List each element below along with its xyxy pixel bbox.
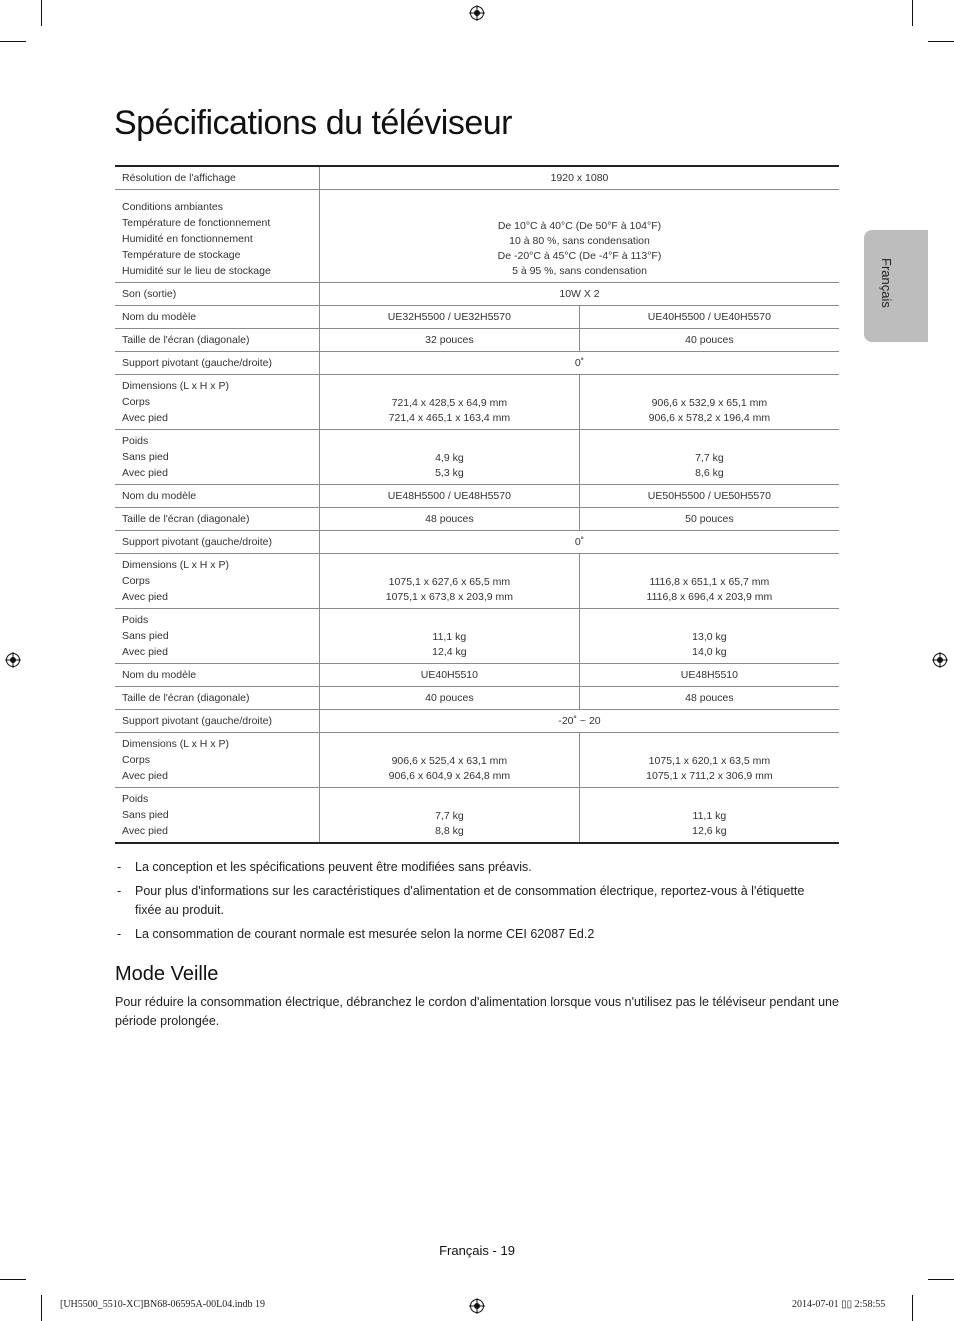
row-value: UE32H5500 / UE32H5570 xyxy=(320,306,580,329)
section-paragraph: Pour réduire la consommation électrique, débranchez le cordon d'alimentation lorsque vous n'utilisez pas le téléviseur pendant une période prolongée. xyxy=(115,995,839,1028)
row-value: 0˚ xyxy=(320,352,840,375)
row-value xyxy=(579,554,839,609)
row-label: Taille de l'écran (diagonale) xyxy=(115,508,320,531)
row-value xyxy=(579,430,839,485)
spec-table xyxy=(115,165,839,844)
row-value xyxy=(320,375,580,430)
crop-mark xyxy=(0,41,26,42)
table-row xyxy=(115,352,839,375)
table-row xyxy=(115,710,839,733)
table-row xyxy=(115,375,839,430)
crop-mark xyxy=(912,0,913,26)
value-line: 1116,8 x 696,4 x 203,9 mm xyxy=(646,591,773,603)
page-footer: Français - 19 xyxy=(439,1243,515,1258)
row-value: 48 pouces xyxy=(320,508,580,531)
row-label: Taille de l'écran (diagonale) xyxy=(115,687,320,710)
row-label: Support pivotant (gauche/droite) xyxy=(115,531,320,554)
table-row xyxy=(115,788,839,844)
label-line: Dimensions (L x H x P) xyxy=(122,738,229,750)
value-line: 721,4 x 465,1 x 163,4 mm xyxy=(388,412,511,424)
row-value: -20˚ ~ 20 xyxy=(320,710,840,733)
label-line: Dimensions (L x H x P) xyxy=(122,559,229,571)
registration-mark-icon xyxy=(469,5,485,21)
row-label: Nom du modèle xyxy=(115,485,320,508)
value-line: 7,7 kg xyxy=(435,810,464,822)
label-line: Avec pied xyxy=(122,825,168,837)
value-line: 13,0 kg xyxy=(692,631,727,643)
crop-mark xyxy=(912,1295,913,1321)
row-label: Nom du modèle xyxy=(115,664,320,687)
side-tab-label: Français xyxy=(879,258,894,308)
value-line: 5,3 kg xyxy=(435,467,464,479)
value-line: 4,9 kg xyxy=(435,452,464,464)
label-line: Poids xyxy=(122,614,149,626)
table-row xyxy=(115,554,839,609)
registration-mark-icon xyxy=(469,1298,485,1314)
value-line: 1075,1 x 711,2 x 306,9 mm xyxy=(646,770,773,782)
row-value xyxy=(320,733,580,788)
row-label: Nom du modèle xyxy=(115,306,320,329)
label-line: Sans pied xyxy=(122,630,169,642)
value-line: De 10°C à 40°C (De 50°F à 104°F) xyxy=(497,220,662,232)
row-value: UE40H5500 / UE40H5570 xyxy=(579,306,839,329)
row-label xyxy=(115,375,320,430)
row-value: UE48H5510 xyxy=(579,664,839,687)
table-row xyxy=(115,664,839,687)
value-line: 12,4 kg xyxy=(432,646,467,658)
value-line: 12,6 kg xyxy=(692,825,727,837)
value-line: 906,6 x 578,2 x 196,4 mm xyxy=(648,412,771,424)
value-line: 1116,8 x 651,1 x 65,7 mm xyxy=(649,576,770,588)
row-value xyxy=(320,430,580,485)
label-line: Corps xyxy=(122,575,151,587)
list-item xyxy=(115,882,805,920)
crop-mark xyxy=(928,41,954,42)
registration-mark-icon xyxy=(932,652,948,668)
value-line: De -20°C à 45°C (De -4°F à 113°F) xyxy=(497,250,662,262)
row-label xyxy=(115,609,320,664)
row-value: 10W X 2 xyxy=(320,283,840,306)
row-value: UE50H5500 / UE50H5570 xyxy=(579,485,839,508)
table-row xyxy=(115,508,839,531)
crop-mark xyxy=(41,0,42,26)
bullet-dash: - xyxy=(117,927,122,941)
row-label xyxy=(115,788,320,844)
label-line: Avec pied xyxy=(122,591,168,603)
bullet-dash: - xyxy=(117,884,122,898)
label-line: Température de stockage xyxy=(122,249,241,261)
label-line: Avec pied xyxy=(122,770,168,782)
row-value xyxy=(579,609,839,664)
label-line: Poids xyxy=(122,793,149,805)
notes-list xyxy=(115,858,805,949)
value-line: 1075,1 x 620,1 x 63,5 mm xyxy=(648,755,771,767)
value-line: 1075,1 x 627,6 x 65,5 mm xyxy=(388,576,511,588)
table-row xyxy=(115,485,839,508)
value-line: 8,6 kg xyxy=(695,467,724,479)
bullet-dash: - xyxy=(117,860,122,874)
row-value xyxy=(579,733,839,788)
label-line: Humidité en fonctionnement xyxy=(122,233,253,245)
row-value xyxy=(579,788,839,844)
row-value: 48 pouces xyxy=(579,687,839,710)
note-text: La consommation de courant normale est mesurée selon la norme CEI 62087 Ed.2 xyxy=(135,927,595,941)
row-value: UE40H5510 xyxy=(320,664,580,687)
label-line: Avec pied xyxy=(122,646,168,658)
value-line: 1075,1 x 673,8 x 203,9 mm xyxy=(385,591,513,603)
label-line: Corps xyxy=(122,396,151,408)
table-row xyxy=(115,733,839,788)
registration-mark-icon xyxy=(5,652,21,668)
note-text: La conception et les spécifications peuvent être modifiées sans préavis. xyxy=(135,860,532,874)
row-value xyxy=(320,609,580,664)
print-slug-file: [UH5500_5510-XC]BN68-06595A-00L04.indb 19 xyxy=(60,1299,265,1310)
label-line: Avec pied xyxy=(122,467,168,479)
label-line: Dimensions (L x H x P) xyxy=(122,380,229,392)
value-line: 7,7 kg xyxy=(695,452,724,464)
row-label xyxy=(115,430,320,485)
table-row xyxy=(115,430,839,485)
label-line: Avec pied xyxy=(122,412,168,424)
label-line: Sans pied xyxy=(122,451,169,463)
table-row xyxy=(115,609,839,664)
value-line: 10 à 80 %, sans condensation xyxy=(509,235,650,247)
value-line: 906,6 x 532,9 x 65,1 mm xyxy=(651,397,768,409)
row-label: Taille de l'écran (diagonale) xyxy=(115,329,320,352)
row-label xyxy=(115,733,320,788)
table-row xyxy=(115,190,839,283)
table-row xyxy=(115,687,839,710)
value-line: 721,4 x 428,5 x 64,9 mm xyxy=(391,397,508,409)
list-item xyxy=(115,858,805,877)
row-value: 40 pouces xyxy=(320,687,580,710)
row-value: 32 pouces xyxy=(320,329,580,352)
row-value xyxy=(320,788,580,844)
list-item xyxy=(115,925,805,944)
row-value xyxy=(320,190,840,283)
value-line: 5 à 95 %, sans condensation xyxy=(512,265,647,277)
row-label xyxy=(115,554,320,609)
row-value: 1920 x 1080 xyxy=(550,172,609,184)
table-row xyxy=(115,166,839,190)
value-line: 906,6 x 604,9 x 264,8 mm xyxy=(388,770,511,782)
value-line: 11,1 kg xyxy=(432,631,467,643)
print-slug-date: 2014-07-01 ▯▯ 2:58:55 xyxy=(792,1299,886,1310)
crop-mark xyxy=(41,1295,42,1321)
table-row xyxy=(115,531,839,554)
label-line: Conditions ambiantes xyxy=(122,201,223,213)
row-value: 50 pouces xyxy=(579,508,839,531)
section-heading: Mode Veille xyxy=(115,963,219,985)
crop-mark xyxy=(0,1279,26,1280)
row-value: 40 pouces xyxy=(579,329,839,352)
value-line: 906,6 x 525,4 x 63,1 mm xyxy=(391,755,508,767)
crop-mark xyxy=(928,1279,954,1280)
row-label xyxy=(115,190,320,283)
row-value xyxy=(320,554,580,609)
row-label: Support pivotant (gauche/droite) xyxy=(115,710,320,733)
language-side-tab xyxy=(864,230,928,342)
row-label: Son (sortie) xyxy=(115,283,320,306)
page-title: Spécifications du téléviseur xyxy=(114,104,513,142)
table-row xyxy=(115,329,839,352)
row-label: Résolution de l'affichage xyxy=(115,166,320,190)
label-line: Corps xyxy=(122,754,151,766)
label-line: Sans pied xyxy=(122,809,169,821)
table-row xyxy=(115,306,839,329)
label-line: Température de fonctionnement xyxy=(122,217,271,229)
value-line: 8,8 kg xyxy=(435,825,464,837)
value-line: 11,1 kg xyxy=(692,810,727,822)
row-label: Support pivotant (gauche/droite) xyxy=(115,352,320,375)
table-row xyxy=(115,283,839,306)
label-line: Poids xyxy=(122,435,149,447)
value-line: 14,0 kg xyxy=(692,646,727,658)
note-text: Pour plus d'informations sur les caractéristiques d'alimentation et de consommation électrique, reportez-vous à l'étiquette fixée au produit. xyxy=(135,884,805,917)
row-value xyxy=(579,375,839,430)
label-line: Humidité sur le lieu de stockage xyxy=(122,265,271,277)
row-value: 0˚ xyxy=(320,531,840,554)
row-value: UE48H5500 / UE48H5570 xyxy=(320,485,580,508)
